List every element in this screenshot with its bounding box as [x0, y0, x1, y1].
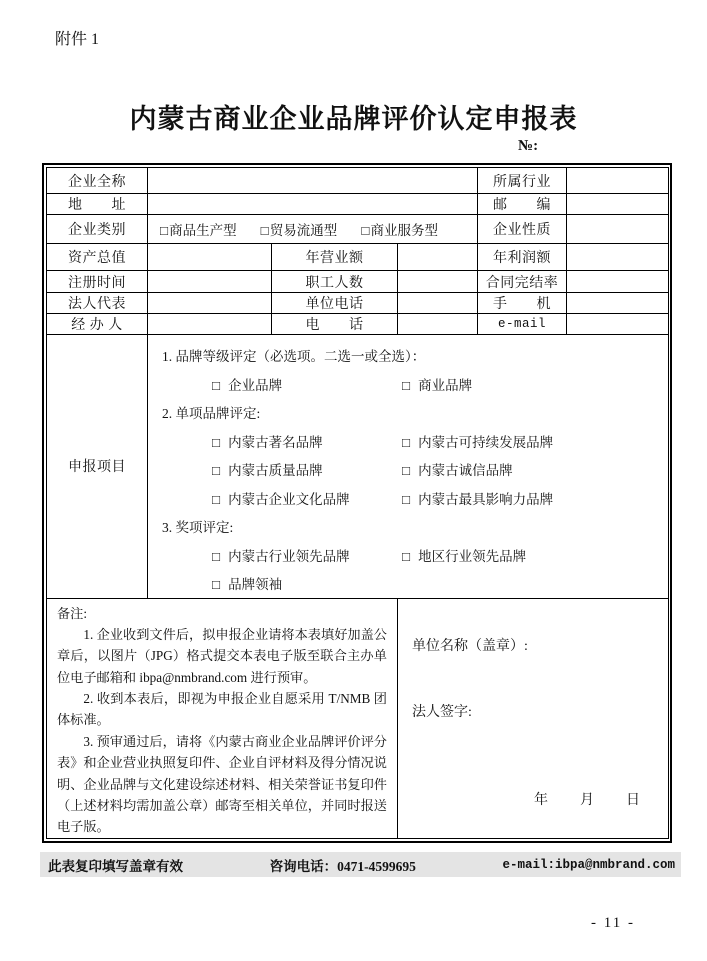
option-commercial-brand[interactable]: [402, 374, 472, 394]
legal-representative-label: 法人代表: [47, 293, 148, 314]
category-option-label: 商品生产型: [169, 223, 237, 238]
notes-label: 备注:: [57, 605, 88, 621]
notes-cell: [47, 598, 398, 838]
note-item-1: 1. 企业收到文件后，拟申报企业请将本表填好加盖公章后，以图片（JPG）格式提交本表电子版至联合主办单位电子邮箱和 ibpa@nmbrand.com 进行预审。: [57, 626, 387, 685]
option-famous-brand[interactable]: [212, 431, 402, 451]
option-label: 内蒙古最具影响力品牌: [418, 491, 554, 507]
mobile-label: 手 机: [478, 293, 567, 314]
option-label: 内蒙古企业文化品牌: [228, 491, 350, 507]
single-brand-heading: 2. 单项品牌评定:: [162, 406, 261, 422]
checkbox-icon: □: [212, 463, 221, 479]
revenue-label: 年营业额: [272, 244, 398, 271]
option-industry-leading-brand[interactable]: [212, 545, 402, 565]
checkbox-icon: □: [402, 463, 411, 479]
postcode-value-cell[interactable]: [567, 194, 669, 215]
employees-value-cell[interactable]: [398, 271, 478, 293]
category-option-production[interactable]: [160, 219, 237, 239]
option-label: 内蒙古质量品牌: [228, 463, 323, 479]
phone-value-cell[interactable]: [398, 314, 478, 335]
handler-label: 经 办 人: [47, 314, 148, 335]
category-option-trade[interactable]: [261, 219, 338, 239]
form-number-label: №:: [518, 138, 539, 154]
application-items-label: 申报项目: [47, 335, 148, 599]
legal-representative-value-cell[interactable]: [148, 293, 272, 314]
category-options-cell: [148, 215, 478, 244]
option-enterprise-brand[interactable]: [212, 374, 402, 394]
option-label: 内蒙古可持续发展品牌: [418, 434, 554, 450]
company-phone-label: 单位电话: [272, 293, 398, 314]
employees-label: 职工人数: [272, 271, 398, 293]
unit-name-label: 单位名称（盖章）:: [412, 638, 528, 654]
application-items-cell: [148, 335, 669, 599]
option-culture-brand[interactable]: [212, 488, 402, 508]
note-item-2: 2. 收到本表后，即视为申报企业自愿采用 T/NMB 团体标准。: [57, 691, 387, 728]
award-heading: 3. 奖项评定:: [162, 520, 234, 536]
category-label: 企业类别: [47, 215, 148, 244]
company-name-value-cell[interactable]: [148, 168, 478, 194]
attachment-label: 附件 1: [55, 31, 100, 48]
option-influential-brand[interactable]: [402, 488, 553, 508]
industry-value-cell[interactable]: [567, 168, 669, 194]
footer-bar: [40, 852, 681, 877]
registration-date-label: 注册时间: [47, 271, 148, 293]
company-phone-value-cell[interactable]: [398, 293, 478, 314]
table-row: [47, 598, 669, 838]
option-label: 内蒙古诚信品牌: [418, 463, 513, 479]
date-fields[interactable]: [534, 789, 640, 809]
note-item-3: 3. 预审通过后，请将《内蒙古商业企业品牌评价评分表》和企业营业执照复印件、企业自评材料及得分情况说明、企业品牌与文化建设综述材料、相关荣誉证书复印件（上述材料均需加盖公章）邮寄至相关单位，并同时报送电子版。: [57, 733, 387, 835]
assets-label: 资产总值: [47, 244, 148, 271]
option-label: 商业品牌: [418, 377, 473, 393]
table-row: [47, 293, 669, 314]
table-row: [47, 244, 669, 271]
address-label: 地 址: [47, 194, 148, 215]
checkbox-icon: □: [260, 223, 269, 238]
legal-signature-label: 法人签字:: [412, 704, 472, 720]
checkbox-icon: □: [212, 577, 221, 593]
table-row: [47, 168, 669, 194]
table-row: [47, 271, 669, 293]
category-option-service[interactable]: [361, 219, 438, 239]
handler-value-cell[interactable]: [148, 314, 272, 335]
footer-copy-note: 此表复印填写盖章有效: [48, 858, 183, 874]
table-row: [47, 215, 669, 244]
page-number: - 11 -: [591, 915, 635, 931]
postcode-label: 邮 编: [478, 194, 567, 215]
nature-value-cell[interactable]: [567, 215, 669, 244]
category-option-label: 商业服务型: [370, 223, 438, 238]
footer-phone: 咨询电话：0471-4599695: [269, 858, 416, 874]
table-row: [47, 194, 669, 215]
footer-email: e-mail:ibpa@nmbrand.com: [502, 857, 675, 872]
table-row: [47, 335, 669, 599]
checkbox-icon: □: [160, 223, 169, 238]
date-year-label: 年: [534, 792, 549, 808]
option-label: 内蒙古行业领先品牌: [228, 548, 350, 564]
checkbox-icon: □: [402, 377, 411, 393]
checkbox-icon: □: [402, 491, 411, 507]
checkbox-icon: □: [212, 491, 221, 507]
option-brand-leader[interactable]: [212, 573, 402, 593]
date-month-label: 月: [580, 792, 595, 808]
contract-rate-value-cell[interactable]: [567, 271, 669, 293]
industry-label: 所属行业: [478, 168, 567, 194]
assets-value-cell[interactable]: [148, 244, 272, 271]
option-sustainable-brand[interactable]: [402, 431, 553, 451]
signature-cell: [398, 598, 669, 838]
option-regional-leading-brand[interactable]: [402, 545, 526, 565]
checkbox-icon: □: [402, 548, 411, 564]
profit-value-cell[interactable]: [567, 244, 669, 271]
profit-label: 年利润额: [478, 244, 567, 271]
revenue-value-cell[interactable]: [398, 244, 478, 271]
application-form-table: [42, 163, 672, 843]
checkbox-icon: □: [402, 434, 411, 450]
option-quality-brand[interactable]: [212, 459, 402, 479]
phone-label: 电 话: [272, 314, 398, 335]
table-row: [47, 314, 669, 335]
brand-grade-heading: 1. 品牌等级评定（必选项。二选一或全选）：: [162, 349, 426, 365]
contract-rate-label: 合同完结率: [478, 271, 567, 293]
option-label: 企业品牌: [228, 377, 283, 393]
category-option-label: 贸易流通型: [269, 223, 338, 238]
option-integrity-brand[interactable]: [402, 459, 513, 479]
address-value-cell[interactable]: [148, 194, 478, 215]
email-value-cell[interactable]: [567, 314, 669, 335]
option-label: 内蒙古著名品牌: [228, 434, 323, 450]
checkbox-icon: □: [212, 377, 221, 393]
company-name-label: 企业全称: [47, 168, 148, 194]
checkbox-icon: □: [361, 223, 370, 238]
mobile-value-cell[interactable]: [567, 293, 669, 314]
nature-label: 企业性质: [478, 215, 567, 244]
checkbox-icon: □: [212, 548, 221, 564]
date-day-label: 日: [626, 792, 641, 808]
checkbox-icon: □: [212, 434, 221, 450]
option-label: 地区行业领先品牌: [418, 548, 527, 564]
registration-date-value-cell[interactable]: [148, 271, 272, 293]
email-label: e-mail: [478, 314, 567, 335]
option-label: 品牌领袖: [228, 577, 283, 593]
form-title: 内蒙古商业企业品牌评价认定申报表: [129, 104, 578, 134]
